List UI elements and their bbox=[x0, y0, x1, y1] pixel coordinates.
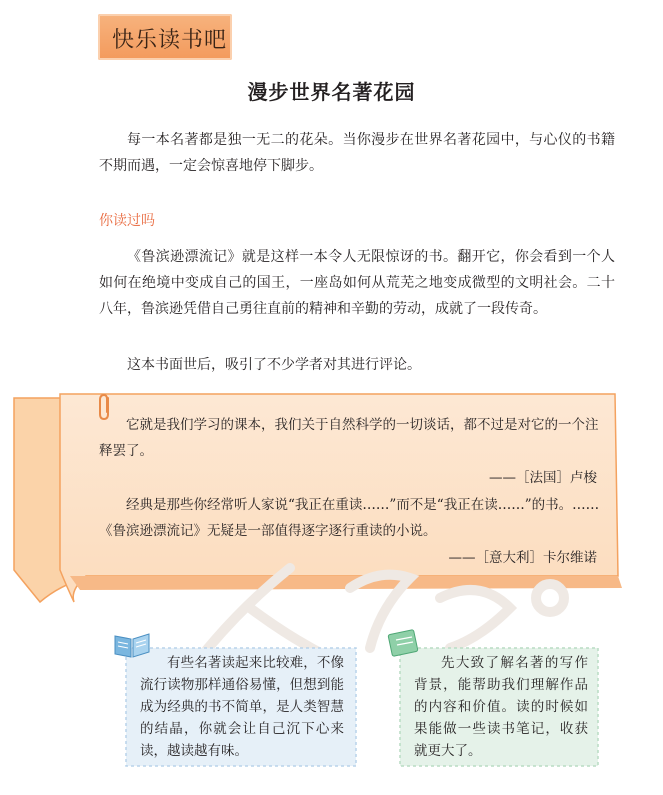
section-badge-label: 快乐读书吧 bbox=[112, 28, 228, 53]
quote-text: 它就是我们学习的课本，我们关于自然科学的一切谈话，都不过是对它的一个注释罢了。 bbox=[99, 417, 599, 459]
note-text-2: 先大致了解名著的写作背景，能帮助我们理解作品的内容和价值。读的时候如果能做一些读书笔记，收获就更大了。 bbox=[414, 655, 588, 759]
page-title: 漫步世界名著花园 bbox=[247, 80, 416, 104]
body-paragraph: 《鲁滨逊漂流记》就是这样一本令人无限惊讶的书。翻开它，你会看到一个人如何在绝境中变成自己的国王，一座岛如何从荒芜之地变成微型的文明社会。二十八年，鲁滨逊凭借自己勇往直前的精神和辛勤的劳动，成就了一段传奇。 bbox=[99, 249, 615, 317]
quote-author-2: ——［意大利］卡尔维诺 bbox=[448, 550, 597, 566]
quote-author: ——［法国］卢梭 bbox=[489, 470, 597, 486]
subheading: 你读过吗 bbox=[99, 213, 155, 229]
note-text: 有些名著读起来比较难，不像流行读物那样通俗易懂，但想到能成为经典的书不简单，是人类智慧的结晶，你就会让自己沉下心来读，越读越有味。 bbox=[140, 655, 344, 759]
section-badge bbox=[98, 14, 232, 60]
intro-paragraph: 每一本名著都是独一无二的花朵。当你漫步在世界名著花园中，与心仪的书籍不期而遇，一定会惊喜地停下脚步。 bbox=[99, 132, 615, 174]
body-paragraph-2: 这本书面世后，吸引了不少学者对其进行评论。 bbox=[127, 357, 421, 373]
quote-text-2: 经典是那些你经常听人家说“我正在重读……”而不是“我正在读……”的书。……《鲁滨逊漂流记》无疑是一部值得逐字逐行重读的小说。 bbox=[99, 497, 600, 539]
